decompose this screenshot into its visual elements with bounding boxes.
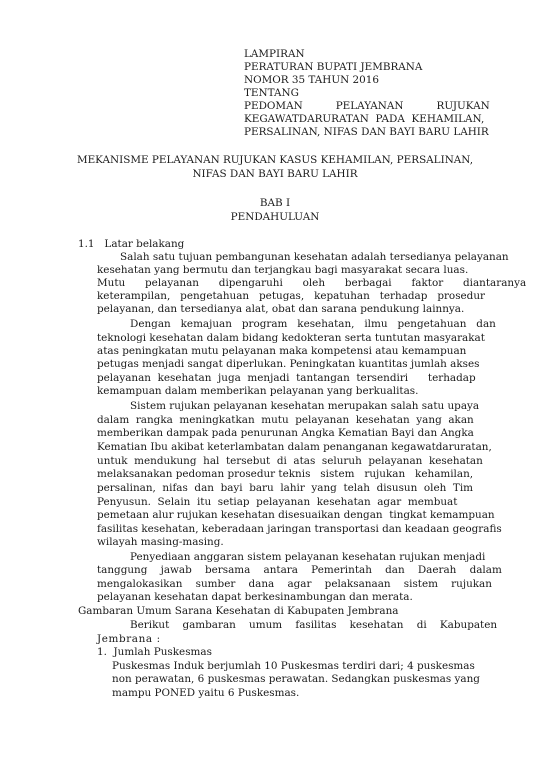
paragraph-2-line: petugas menjadi sangat diperlukan. Peningkatan kuantitas jumlah akses bbox=[97, 358, 480, 370]
gambaran-intro-1: Berikut gambaran umum fasilitas kesehatan di Kabupaten bbox=[130, 619, 498, 631]
document-title-1: MEKANISME PELAYANAN RUJUKAN KASUS KEHAMILAN, PERSALINAN, bbox=[76, 154, 474, 166]
paragraph-3-line: Penyusun. Selain itu setiap pelayanan kesehatan agar membuat bbox=[97, 496, 458, 508]
subsection-heading: Gambaran Umum Sarana Kesehatan di Kabupaten Jembrana bbox=[78, 605, 399, 617]
paragraph-3-line: persalinan, nifas dan bayi baru lahir yang telah disusun oleh Tim bbox=[97, 482, 474, 494]
paragraph-4-line: Penyediaan anggaran sistem pelayanan kesehatan rujukan menjadi bbox=[130, 551, 486, 563]
paragraph-3-line: melaksanakan pedoman prosedur teknis sistem rujukan kehamilan, bbox=[97, 468, 474, 480]
paragraph-3-line: memberikan dampak pada penurunan Angka Kematian Bayi dan Angka bbox=[97, 427, 474, 439]
paragraph-4-line: tanggung jawab bersama antara Pemerintah dan Daerah dalam bbox=[97, 564, 502, 576]
paragraph-2-line: pelayanan kesehatan juga menjadi tantangan tersendiri terhadap bbox=[97, 372, 476, 384]
header-tentang: TENTANG bbox=[244, 87, 299, 99]
paragraph-1-line: Mutu pelayanan dipengaruhi oleh berbagai faktor diantaranya bbox=[97, 277, 527, 289]
paragraph-3-line: wilayah masing-masing. bbox=[97, 536, 224, 548]
paragraph-3-line: dalam rangka meningkatkan mutu pelayanan kesehatan yang akan bbox=[97, 414, 474, 426]
gambaran-intro-2: Jembrana : bbox=[97, 633, 161, 645]
paragraph-3-line: Sistem rujukan pelayanan kesehatan merupakan salah satu upaya bbox=[130, 400, 480, 412]
paragraph-2-line: teknologi kesehatan dalam bidang kedokteran serta tuntutan masyarakat bbox=[97, 332, 485, 344]
paragraph-1-line: kesehatan yang bermutu dan terjangkau bagi masyarakat secara luas. bbox=[97, 264, 469, 276]
paragraph-3-line: pemetaan alur rujukan kesehatan disesuaikan dengan tingkat kemampuan bbox=[97, 509, 495, 521]
header-subject-1: PEDOMAN PELAYANAN RUJUKAN bbox=[244, 100, 490, 112]
list-item-title: 1. Jumlah Puskesmas bbox=[97, 646, 212, 658]
header-subject-2: KEGAWATDARURATAN PADA KEHAMILAN, bbox=[244, 113, 485, 125]
paragraph-3-line: untuk mendukung hal tersebut di atas seluruh pelayanan kesehatan bbox=[97, 455, 483, 467]
list-item-line: Puskesmas Induk berjumlah 10 Puskesmas terdiri dari; 4 puskesmas bbox=[112, 660, 475, 672]
section-heading: 1.1 Latar belakang bbox=[78, 238, 185, 250]
document-title-2: NIFAS DAN BAYI BARU LAHIR bbox=[192, 168, 358, 180]
chapter-title: PENDAHULUAN bbox=[230, 211, 320, 223]
paragraph-2-line: atas peningkatan mutu pelayanan maka kompetensi atau kemampuan bbox=[97, 345, 467, 357]
chapter-number: BAB I bbox=[259, 197, 291, 209]
paragraph-1-line: keterampilan, pengetahuan petugas, kepatuhan terhadap prosedur bbox=[97, 290, 485, 302]
paragraph-4-line: pelayanan kesehatan dapat berkesinambungan dan merata. bbox=[97, 591, 413, 603]
list-item-line: non perawatan, 6 puskesmas perawatan. Sedangkan puskesmas yang bbox=[112, 673, 480, 685]
paragraph-1-line: Salah satu tujuan pembangunan kesehatan adalah tersedianya pelayanan bbox=[120, 251, 509, 263]
header-lampiran: LAMPIRAN bbox=[244, 48, 305, 60]
list-item-line: mampu PONED yaitu 6 Puskesmas. bbox=[112, 687, 300, 699]
paragraph-3-line: Kematian Ibu akibat keterlambatan dalam penanganan kegawatdaruratan, bbox=[97, 441, 492, 453]
header-subject-3: PERSALINAN, NIFAS DAN BAYI BARU LAHIR bbox=[244, 126, 489, 138]
paragraph-4-line: mengalokasikan sumber dana agar pelaksanaan sistem rujukan bbox=[97, 578, 492, 590]
header-number: NOMOR 35 TAHUN 2016 bbox=[244, 74, 379, 86]
paragraph-2-line: Dengan kemajuan program kesehatan, ilmu pengetahuan dan bbox=[130, 318, 496, 330]
paragraph-3-line: fasilitas kesehatan, keberadaan jaringan transportasi dan keadaan geografis bbox=[97, 523, 502, 535]
paragraph-1-line: pelayanan, dan tersedianya alat, obat dan sarana pendukung lainnya. bbox=[97, 303, 465, 315]
paragraph-2-line: kemampuan dalam memberikan pelayanan yang berkualitas. bbox=[97, 385, 419, 397]
header-regulation: PERATURAN BUPATI JEMBRANA bbox=[244, 61, 423, 73]
